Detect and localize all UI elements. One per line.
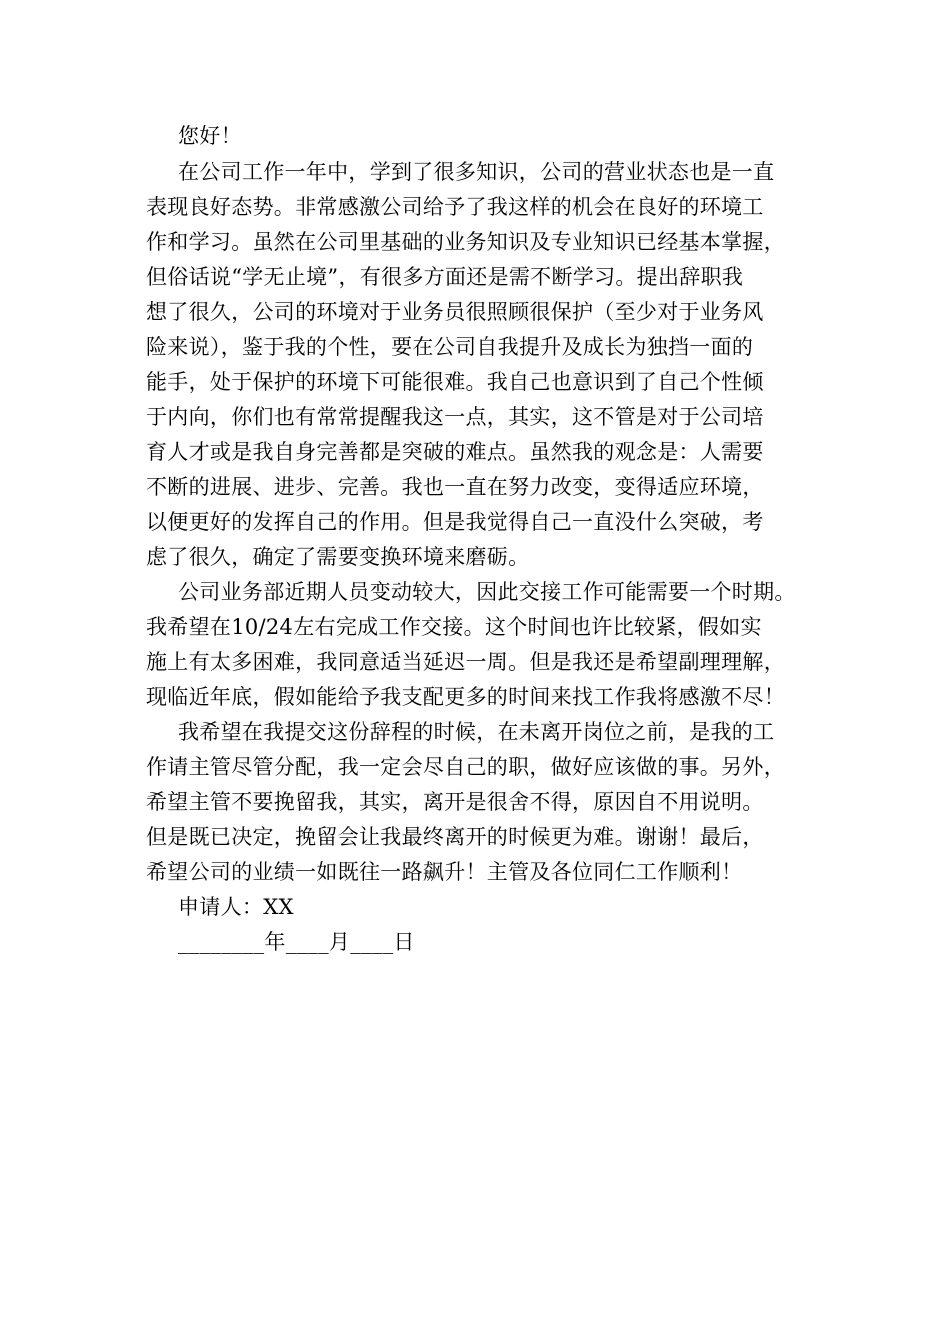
paragraph-2-line-2: 我希望在10/24左右完成工作交接。这个时间也许比较紧，假如实 — [146, 615, 762, 639]
paragraph-1-line-5: 想了很久，公司的环境对于业务员很照顾很保护（至少对于业务风 — [146, 300, 764, 324]
paragraph-1-line-7: 能手，处于保护的环境下可能很难。我自己也意识到了自己个性倾 — [146, 370, 764, 394]
paragraph-2-line-1: 公司业务部近期人员变动较大，因此交接工作可能需要一个时期。 — [178, 580, 796, 604]
paragraph-1-line-6: 险来说），鉴于我的个性，要在公司自我提升及成长为独挡一面的 — [146, 335, 754, 359]
paragraph-3-line-4: 但是既已决定，挽留会让我最终离开的时候更为难。谢谢！最后， — [146, 825, 764, 849]
greeting: 您好！ — [178, 124, 242, 148]
paragraph-1-line-9: 育人才或是我自身完善都是突破的难点。虽然我的观念是：人需要 — [146, 440, 764, 464]
paragraph-1-line-8: 于内向，你们也有常常提醒我这一点，其实，这不管是对于公司培 — [146, 405, 764, 429]
paragraph-1-line-12: 虑了很久，确定了需要变换环境来磨砺。 — [146, 545, 530, 569]
paragraph-2-line-4: 现临近年底，假如能给予我支配更多的时间来找工作我将感激不尽！ — [146, 685, 785, 709]
paragraph-3-line-2: 作请主管尽管分配，我一定会尽自己的职，做好应该做的事。另外， — [146, 755, 785, 779]
paragraph-3-line-1: 我希望在我提交这份辞程的时候，在未离开岗位之前，是我的工 — [178, 720, 775, 744]
paragraph-2-line-3: 施上有太多困难，我同意适当延迟一周。但是我还是希望副理理解， — [146, 650, 785, 674]
applicant-line: 申请人：XX — [178, 895, 294, 919]
paragraph-1-line-11: 以便更好的发挥自己的作用。但是我觉得自己一直没什么突破，考 — [146, 510, 764, 534]
paragraph-1-line-1: 在公司工作一年中，学到了很多知识，公司的营业状态也是一直 — [178, 160, 775, 184]
paragraph-1-line-4: 但俗话说“学无止境”，有很多方面还是需不断学习。提出辞职我 — [146, 265, 744, 289]
paragraph-1-line-2: 表现良好态势。非常感激公司给予了我这样的机会在良好的环境工 — [146, 195, 764, 219]
paragraph-3-line-3: 希望主管不要挽留我，其实，离开是很舍不得，原因自不用说明。 — [146, 790, 764, 814]
date-line: ________年____月____日 — [178, 930, 415, 954]
paragraph-1-line-3: 作和学习。虽然在公司里基础的业务知识及专业知识已经基本掌握， — [146, 230, 785, 254]
paragraph-3-line-5: 希望公司的业绩一如既往一路飙升！主管及各位同仁工作顺利！ — [146, 860, 743, 884]
paragraph-1-line-10: 不断的进展、进步、完善。我也一直在努力改变，变得适应环境， — [146, 475, 764, 499]
